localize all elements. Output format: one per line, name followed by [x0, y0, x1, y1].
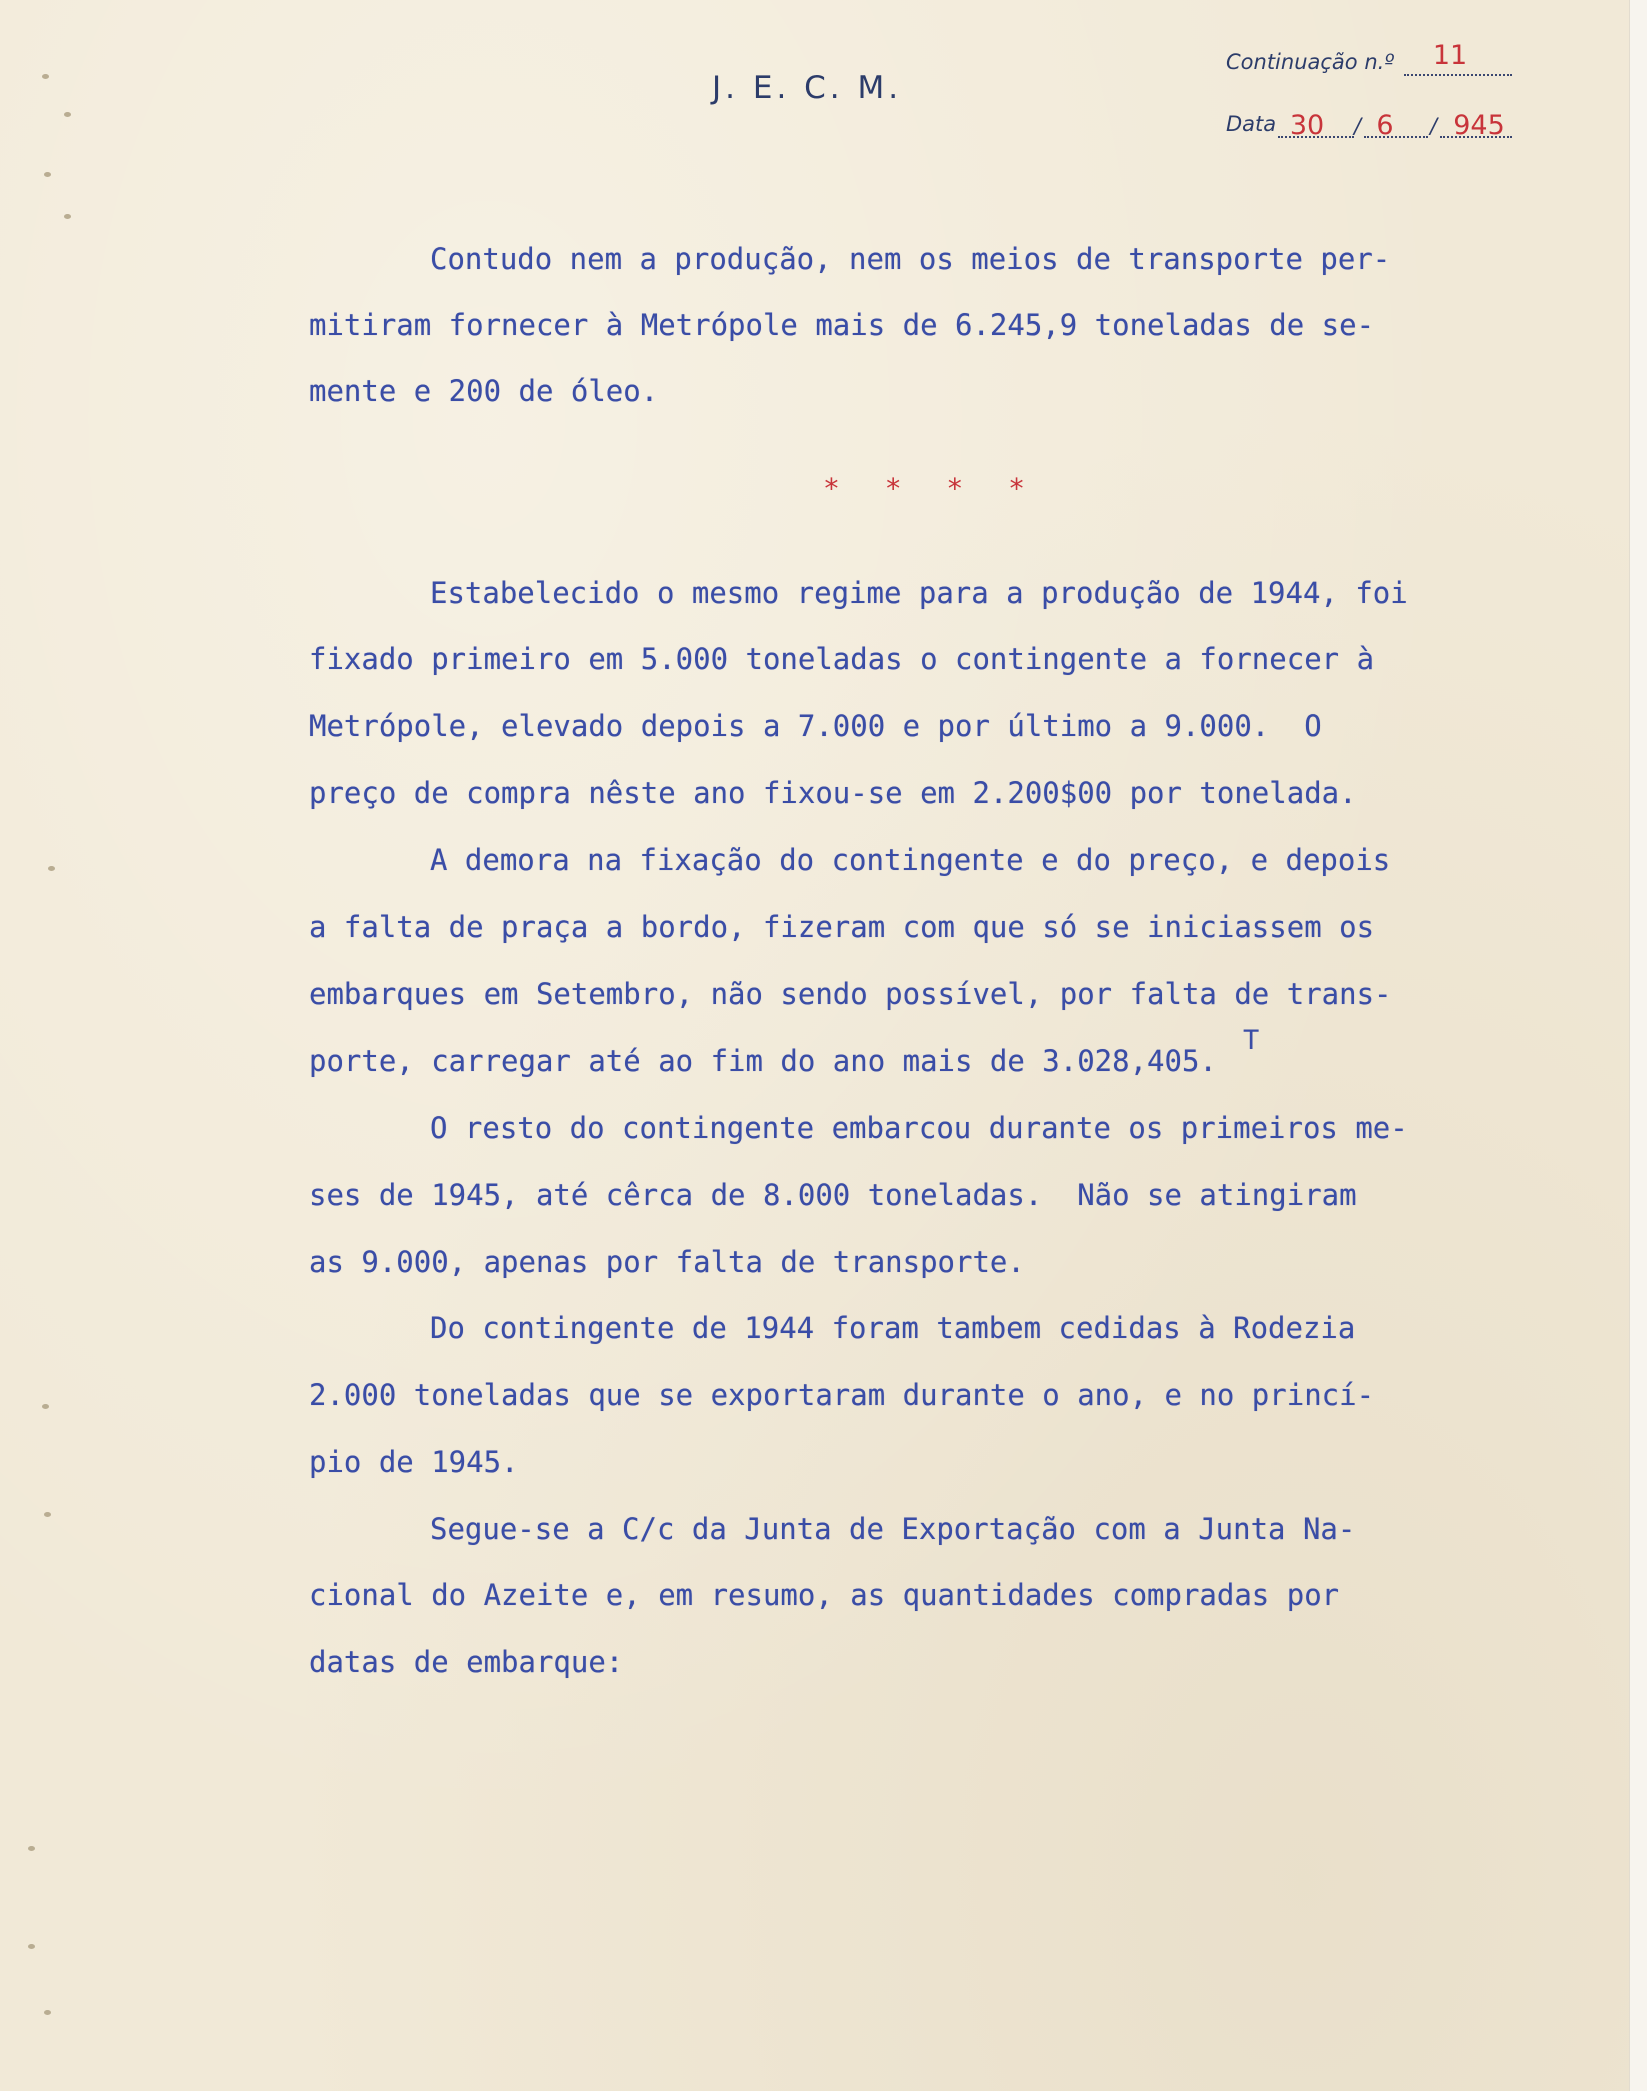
punch-mark — [64, 214, 71, 219]
text-line: mente e 200 de óleo. — [309, 374, 659, 408]
text-line: Do contingente de 1944 foram tambem cedidas à Rodezia — [430, 1311, 1356, 1345]
text-line: cional do Azeite e, em resumo, as quantidades compradas por — [309, 1578, 1340, 1612]
date-label: Data — [1226, 112, 1277, 136]
punch-mark — [42, 1404, 49, 1409]
text-line: as 9.000, apenas por falta de transporte. — [309, 1245, 1025, 1279]
tonnage-superscript: T — [1243, 1025, 1260, 1056]
punch-mark — [44, 1512, 51, 1517]
date-separator: / — [1354, 114, 1362, 138]
text-line: O resto do contingente embarcou durante os primeiros me- — [430, 1111, 1408, 1145]
date-month: 6 — [1376, 110, 1394, 141]
text-line: Contudo nem a produção, nem os meios de transporte per- — [430, 242, 1391, 276]
text-line: datas de embarque: — [309, 1645, 624, 1679]
punch-mark — [28, 1944, 35, 1949]
text-line: Metrópole, elevado depois a 7.000 e por último a 9.000. O — [309, 709, 1322, 743]
text-line: pio de 1945. — [309, 1445, 519, 1479]
text-line: preço de compra nêste ano fixou-se em 2.200$00 por tonelada. — [309, 776, 1357, 810]
text-line: ses de 1945, até cêrca de 8.000 toneladas. Não se atingiram — [309, 1178, 1357, 1212]
text-line: Estabelecido o mesmo regime para a produção de 1944, foi — [430, 576, 1408, 610]
punch-mark — [44, 2010, 51, 2015]
continuation-number: 11 — [1432, 40, 1468, 71]
text-line: mitiram fornecer à Metrópole mais de 6.245,9 toneladas de se- — [309, 308, 1375, 342]
date-year: 945 — [1453, 110, 1505, 141]
organization-header: J. E. C. M. — [712, 70, 903, 106]
punch-mark — [44, 172, 51, 177]
text-line: 2.000 toneladas que se exportaram durante o ano, e no princí- — [309, 1378, 1375, 1412]
punch-mark — [28, 1846, 35, 1851]
date-separator: / — [1430, 114, 1438, 138]
text-line: A demora na fixação do contingente e do preço, e depois — [430, 843, 1391, 877]
text-line: a falta de praça a bordo, fizeram com que só se iniciassem os — [309, 910, 1375, 944]
text-line: porte, carregar até ao fim do ano mais de 3.028,405. — [309, 1044, 1217, 1078]
date-day: 30 — [1289, 110, 1325, 141]
punch-mark — [42, 74, 49, 79]
text-line: embarques em Setembro, não sendo possível, por falta de trans- — [309, 977, 1392, 1011]
text-line: fixado primeiro em 5.000 toneladas o contingente a fornecer à — [309, 642, 1375, 676]
page-edge — [1629, 0, 1647, 2091]
text-line: Segue-se a C/c da Junta de Exportação com a Junta Na- — [430, 1512, 1356, 1546]
continuation-label: Continuação n.º — [1226, 50, 1395, 74]
punch-mark — [64, 112, 71, 117]
section-separator: * * * * — [823, 472, 1040, 505]
punch-mark — [48, 866, 55, 871]
